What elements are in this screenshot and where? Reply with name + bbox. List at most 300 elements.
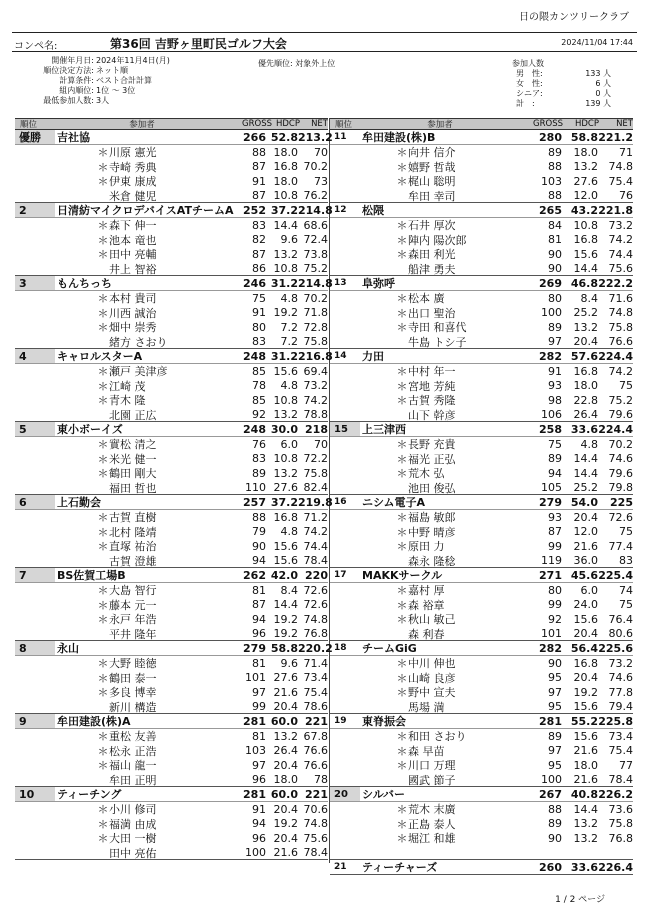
- team-net: 218: [305, 422, 328, 436]
- player-net: 78.4: [608, 773, 633, 787]
- counted-mark: ＊: [396, 759, 408, 773]
- player-row: [15, 656, 328, 671]
- player-gross: 91: [252, 306, 266, 320]
- team-rank: 17: [334, 570, 347, 580]
- player-hdcp: 15.6: [273, 554, 298, 568]
- counted-mark: ＊: [97, 613, 109, 627]
- team-rank: 6: [15, 495, 55, 509]
- counted-mark: ＊: [396, 467, 408, 481]
- counted-mark: ＊: [396, 832, 408, 846]
- team-row: [330, 568, 633, 583]
- player-hdcp: 19.2: [273, 612, 298, 626]
- player-row: [15, 218, 328, 233]
- team-name: 牟田建設(株)A: [57, 715, 131, 728]
- counted-mark: ＊: [97, 671, 109, 685]
- player-hdcp: 20.4: [573, 335, 598, 349]
- player-net: 76.6: [303, 758, 328, 772]
- player-gross: 83: [252, 218, 266, 232]
- player-name: 重松 友善: [109, 730, 157, 744]
- player-gross: 98: [548, 393, 562, 407]
- team-gross: 280: [539, 130, 562, 144]
- counted-mark: ＊: [396, 219, 408, 233]
- player-name: 森下 伸一: [109, 219, 157, 233]
- team-hdcp: 42.0: [270, 568, 298, 582]
- team-row: [330, 860, 633, 875]
- player-row: [15, 174, 328, 189]
- participants-count: 133 人: [585, 69, 611, 78]
- player-gross: 96: [252, 773, 266, 787]
- counted-mark: ＊: [97, 394, 109, 408]
- player-name: 牟田 幸司: [408, 189, 456, 203]
- team-hdcp: 37.2: [270, 203, 298, 217]
- counted-mark: ＊: [396, 598, 408, 612]
- player-row: [15, 846, 328, 861]
- player-gross: 94: [252, 554, 266, 568]
- team-net: 225.4: [598, 568, 633, 582]
- player-net: 71: [619, 145, 633, 159]
- player-net: 75.6: [303, 831, 328, 845]
- counted-mark: ＊: [97, 832, 109, 846]
- player-name: 松本 廣: [408, 292, 445, 306]
- team-net: 222.2: [598, 276, 633, 290]
- player-gross: 99: [252, 700, 266, 714]
- player-hdcp: 21.6: [273, 846, 298, 860]
- player-gross: 99: [548, 598, 562, 612]
- player-gross: 95: [548, 758, 562, 772]
- player-net: 67.8: [303, 729, 328, 743]
- team-net: 220.2: [298, 641, 333, 655]
- player-name: 向井 信介: [408, 146, 456, 160]
- team-gross: 281: [539, 714, 562, 728]
- player-net: 75.8: [303, 466, 328, 480]
- header-rank: 順位: [335, 120, 353, 130]
- team-block: [330, 203, 633, 276]
- player-hdcp: 13.2: [273, 408, 298, 422]
- info-value: 1位 ～ 3位: [96, 86, 136, 95]
- player-hdcp: 7.2: [280, 335, 298, 349]
- player-net: 78: [314, 773, 328, 787]
- player-name: 荒木 末廣: [408, 803, 456, 817]
- counted-mark: ＊: [396, 671, 408, 685]
- player-name: 小川 修司: [109, 803, 157, 817]
- player-gross: 97: [252, 758, 266, 772]
- player-net: 68.6: [303, 218, 328, 232]
- counted-mark: ＊: [97, 657, 109, 671]
- player-gross: 100: [541, 306, 562, 320]
- team-net: 224.4: [598, 422, 633, 436]
- player-row: [330, 773, 633, 788]
- team-block: [15, 422, 328, 495]
- team-block: [330, 495, 633, 568]
- player-hdcp: 16.8: [273, 160, 298, 174]
- player-hdcp: 19.2: [273, 817, 298, 831]
- team-rank: 9: [15, 714, 55, 728]
- player-row: [330, 539, 633, 554]
- player-row: [15, 773, 328, 788]
- team-row: [15, 495, 333, 510]
- header-net: NET: [616, 119, 633, 129]
- player-name: 井上 智裕: [109, 262, 157, 276]
- counted-mark: ＊: [97, 525, 109, 539]
- player-name: 藤本 元一: [109, 598, 157, 612]
- player-hdcp: 15.6: [573, 247, 598, 261]
- player-net: 73.2: [608, 218, 633, 232]
- player-net: 75.4: [303, 685, 328, 699]
- player-hdcp: 20.4: [273, 831, 298, 845]
- player-name: 福山 龍一: [109, 759, 157, 773]
- team-hdcp: 54.0: [570, 495, 598, 509]
- player-net: 72.8: [303, 320, 328, 334]
- team-name: ティーチング: [57, 788, 122, 801]
- team-rank: 8: [15, 641, 55, 655]
- team-row: [330, 276, 633, 291]
- player-hdcp: 12.0: [573, 525, 598, 539]
- header-rule-bottom: [12, 51, 637, 52]
- player-name: 畑中 崇秀: [109, 321, 157, 335]
- header-name: 参加者: [129, 120, 155, 130]
- team-row: [330, 787, 633, 802]
- player-name: 本村 貴司: [109, 292, 157, 306]
- player-name: 山崎 良彦: [408, 671, 456, 685]
- player-row: [330, 481, 633, 496]
- team-gross: 267: [539, 787, 562, 801]
- team-row: [330, 495, 633, 510]
- player-row: [330, 262, 633, 277]
- player-row: [15, 612, 328, 627]
- counted-mark: ＊: [97, 233, 109, 247]
- player-row: [330, 437, 633, 452]
- counted-mark: ＊: [97, 452, 109, 466]
- team-net: 219.8: [298, 495, 333, 509]
- player-name: 北園 正広: [109, 408, 157, 422]
- team-row: [330, 130, 633, 145]
- event-info: [14, 56, 170, 106]
- counted-mark: ＊: [97, 803, 109, 817]
- player-name: 川西 誠治: [109, 306, 157, 320]
- player-net: 74.8: [303, 612, 328, 626]
- counted-mark: ＊: [396, 394, 408, 408]
- player-row: [15, 685, 328, 700]
- player-hdcp: 13.2: [573, 160, 598, 174]
- priority-rule: [258, 58, 335, 69]
- team-row: [15, 203, 333, 218]
- team-block: [15, 349, 333, 422]
- player-hdcp: 10.8: [273, 262, 298, 276]
- player-gross: 87: [252, 160, 266, 174]
- team-net: 214.8: [298, 276, 333, 290]
- player-row: [15, 744, 328, 759]
- player-row: [330, 554, 633, 569]
- player-name: 和田 さおり: [408, 730, 467, 744]
- team-row: [15, 276, 333, 291]
- team-rank: 5: [15, 422, 55, 436]
- player-gross: 88: [548, 802, 562, 816]
- player-row: [15, 831, 328, 846]
- player-gross: 91: [548, 364, 562, 378]
- player-gross: 85: [252, 364, 266, 378]
- player-name-cell: [360, 830, 526, 846]
- player-name: 田中 亮佑: [109, 846, 157, 860]
- player-net: 79.6: [608, 408, 633, 422]
- team-gross: 266: [243, 130, 266, 144]
- player-net: 74.2: [303, 393, 328, 407]
- player-net: 74.2: [303, 525, 328, 539]
- player-net: 75: [619, 525, 633, 539]
- team-rank: 18: [334, 643, 347, 653]
- player-hdcp: 19.2: [273, 627, 298, 641]
- info-row: [14, 56, 170, 66]
- player-row: [15, 598, 328, 613]
- player-net: 74.6: [608, 452, 633, 466]
- counted-mark: ＊: [396, 686, 408, 700]
- team-rank: 2: [15, 203, 55, 217]
- player-name: 平井 隆年: [109, 627, 157, 641]
- player-name: 中野 晴彦: [408, 525, 456, 539]
- team-row: [15, 349, 333, 364]
- player-hdcp: 27.6: [273, 481, 298, 495]
- team-hdcp: 33.6: [570, 422, 598, 436]
- participants-count: 6 人: [595, 79, 611, 88]
- player-name: 嘉村 厚: [408, 584, 445, 598]
- player-net: 76.6: [303, 744, 328, 758]
- team-hdcp: 30.0: [270, 422, 298, 436]
- player-row: [330, 306, 633, 321]
- player-hdcp: 13.2: [273, 466, 298, 480]
- player-net: 75.4: [608, 744, 633, 758]
- header-rank: 順位: [20, 120, 38, 130]
- counted-mark: ＊: [396, 817, 408, 831]
- counted-mark: ＊: [396, 452, 408, 466]
- player-net: 70.2: [608, 437, 633, 451]
- counted-mark: ＊: [97, 292, 109, 306]
- header-hdcp: HDCP: [575, 119, 599, 129]
- player-row: [330, 379, 633, 394]
- team-name: 東脊振会: [362, 715, 406, 728]
- player-gross: 105: [541, 481, 562, 495]
- player-row: [330, 393, 633, 408]
- team-net: 226.2: [598, 787, 633, 801]
- team-row: [330, 203, 633, 218]
- player-name: 多良 博幸: [109, 686, 157, 700]
- player-hdcp: 13.2: [573, 831, 598, 845]
- counted-mark: ＊: [97, 686, 109, 700]
- player-hdcp: 16.8: [573, 364, 598, 378]
- player-row: [15, 335, 328, 350]
- team-hdcp: 45.6: [570, 568, 598, 582]
- team-gross: 279: [539, 495, 562, 509]
- team-name: 永山: [57, 642, 79, 655]
- player-hdcp: 4.8: [280, 525, 298, 539]
- player-hdcp: 12.0: [573, 189, 598, 203]
- player-net: 73.2: [608, 656, 633, 670]
- team-rank: 10: [15, 787, 55, 801]
- player-gross: 84: [548, 218, 562, 232]
- player-gross: 82: [252, 233, 266, 247]
- player-row: [15, 233, 328, 248]
- player-name: 原田 力: [408, 540, 445, 554]
- info-label: 最低参加人数:: [43, 96, 94, 105]
- team-rank: 優勝: [15, 130, 55, 144]
- player-name: 池田 俊弘: [408, 481, 456, 495]
- team-name: ニシム電子A: [362, 496, 426, 509]
- player-row: [15, 247, 328, 262]
- player-gross: 89: [548, 145, 562, 159]
- player-gross: 103: [245, 744, 266, 758]
- team-rank: 11: [334, 132, 347, 142]
- player-hdcp: 19.2: [273, 306, 298, 320]
- player-name: 森 早苗: [408, 744, 445, 758]
- competition-label: コンペ名:: [14, 41, 58, 52]
- team-net: 220: [305, 568, 328, 582]
- player-row: [330, 744, 633, 759]
- info-value: ベスト合計計算: [96, 76, 152, 85]
- player-net: 70: [314, 437, 328, 451]
- player-gross: 81: [252, 656, 266, 670]
- player-net: 74.4: [608, 247, 633, 261]
- team-gross: 282: [539, 349, 562, 363]
- player-name: 緒方 さおり: [109, 335, 168, 349]
- player-name: 池本 竜也: [109, 233, 157, 247]
- player-gross: 89: [548, 729, 562, 743]
- player-row: [330, 452, 633, 467]
- player-net: 73.8: [303, 247, 328, 261]
- player-row: [330, 174, 633, 189]
- counted-mark: ＊: [97, 321, 109, 335]
- player-net: 76.8: [608, 831, 633, 845]
- player-name: 米倉 健児: [109, 189, 157, 203]
- player-name: 大田 一樹: [109, 832, 157, 846]
- player-hdcp: 21.6: [573, 744, 598, 758]
- player-row: [15, 729, 328, 744]
- participants-title: 参加人数: [512, 59, 544, 68]
- player-row: [15, 627, 328, 642]
- player-row: [15, 466, 328, 481]
- player-gross: 96: [252, 627, 266, 641]
- player-gross: 83: [252, 452, 266, 466]
- counted-mark: ＊: [396, 657, 408, 671]
- counted-mark: ＊: [97, 365, 109, 379]
- player-row: [330, 802, 633, 817]
- counted-mark: ＊: [396, 175, 408, 189]
- player-row: [330, 831, 633, 846]
- player-gross: 80: [252, 320, 266, 334]
- player-gross: 75: [548, 437, 562, 451]
- player-row: [15, 817, 328, 832]
- team-row: [330, 641, 633, 656]
- player-gross: 81: [548, 233, 562, 247]
- player-row: [330, 364, 633, 379]
- player-net: 73.4: [608, 729, 633, 743]
- info-label: 順位決定方法:: [43, 66, 94, 75]
- participants-row: [512, 78, 632, 88]
- info-row: [14, 66, 170, 76]
- counted-mark: ＊: [396, 511, 408, 525]
- player-net: 75.2: [303, 262, 328, 276]
- player-name: 馬場 満: [408, 700, 445, 714]
- player-gross: 76: [252, 437, 266, 451]
- player-gross: 89: [548, 320, 562, 334]
- player-gross: 91: [252, 802, 266, 816]
- player-name: 國武 節子: [408, 773, 456, 787]
- player-name: 正島 泰人: [408, 817, 456, 831]
- team-gross: 248: [243, 422, 266, 436]
- player-hdcp: 10.8: [273, 393, 298, 407]
- player-row: [330, 408, 633, 423]
- player-hdcp: 10.8: [273, 189, 298, 203]
- player-name: 船津 勇夫: [408, 262, 456, 276]
- counted-mark: ＊: [396, 613, 408, 627]
- player-name: 福島 敏郎: [408, 511, 456, 525]
- player-net: 71.8: [303, 306, 328, 320]
- player-hdcp: 36.0: [573, 554, 598, 568]
- player-gross: 92: [252, 408, 266, 422]
- team-block: [330, 276, 633, 349]
- participants-row: [512, 68, 632, 78]
- player-net: 72.6: [303, 583, 328, 597]
- player-gross: 101: [245, 671, 266, 685]
- player-net: 74.8: [303, 817, 328, 831]
- team-gross: 281: [243, 787, 266, 801]
- participants-count: 139 人: [585, 99, 611, 108]
- player-net: 79.6: [608, 466, 633, 480]
- counted-mark: ＊: [97, 438, 109, 452]
- team-net: 216.8: [298, 349, 333, 363]
- player-name-cell: [55, 845, 231, 861]
- player-name: 大野 睦徳: [109, 657, 157, 671]
- player-gross: 119: [541, 554, 562, 568]
- player-net: 78.4: [303, 846, 328, 860]
- team-block: [330, 130, 633, 203]
- counted-mark: ＊: [396, 744, 408, 758]
- counted-mark: ＊: [396, 248, 408, 262]
- player-gross: 97: [548, 685, 562, 699]
- team-rank: 12: [334, 205, 347, 215]
- player-hdcp: 8.4: [580, 291, 598, 305]
- player-hdcp: 18.0: [573, 758, 598, 772]
- player-gross: 93: [548, 379, 562, 393]
- player-net: 71.2: [303, 510, 328, 524]
- player-gross: 92: [548, 612, 562, 626]
- player-name: 梶山 聡明: [408, 175, 456, 189]
- team-rank: 13: [334, 278, 347, 288]
- player-gross: 94: [548, 466, 562, 480]
- player-net: 74.2: [608, 233, 633, 247]
- player-hdcp: 18.0: [573, 145, 598, 159]
- team-rank: 4: [15, 349, 55, 363]
- player-hdcp: 9.6: [280, 656, 298, 670]
- player-hdcp: 18.0: [573, 379, 598, 393]
- player-row: [15, 525, 328, 540]
- player-row: [15, 802, 328, 817]
- player-net: 77.8: [608, 685, 633, 699]
- counted-mark: ＊: [97, 540, 109, 554]
- counted-mark: ＊: [396, 438, 408, 452]
- counted-mark: ＊: [396, 365, 408, 379]
- player-row: [15, 379, 328, 394]
- player-name: 秋山 敏己: [408, 613, 456, 627]
- team-hdcp: 57.6: [570, 349, 598, 363]
- header-net: NET: [311, 119, 328, 129]
- player-name: 野中 宣夫: [408, 686, 456, 700]
- player-name: 牟田 正明: [109, 773, 157, 787]
- player-hdcp: 15.6: [273, 364, 298, 378]
- player-hdcp: 18.0: [273, 174, 298, 188]
- player-row: [15, 145, 328, 160]
- player-gross: 89: [548, 452, 562, 466]
- player-net: 75: [619, 598, 633, 612]
- player-row: [330, 233, 633, 248]
- player-net: 75.8: [303, 335, 328, 349]
